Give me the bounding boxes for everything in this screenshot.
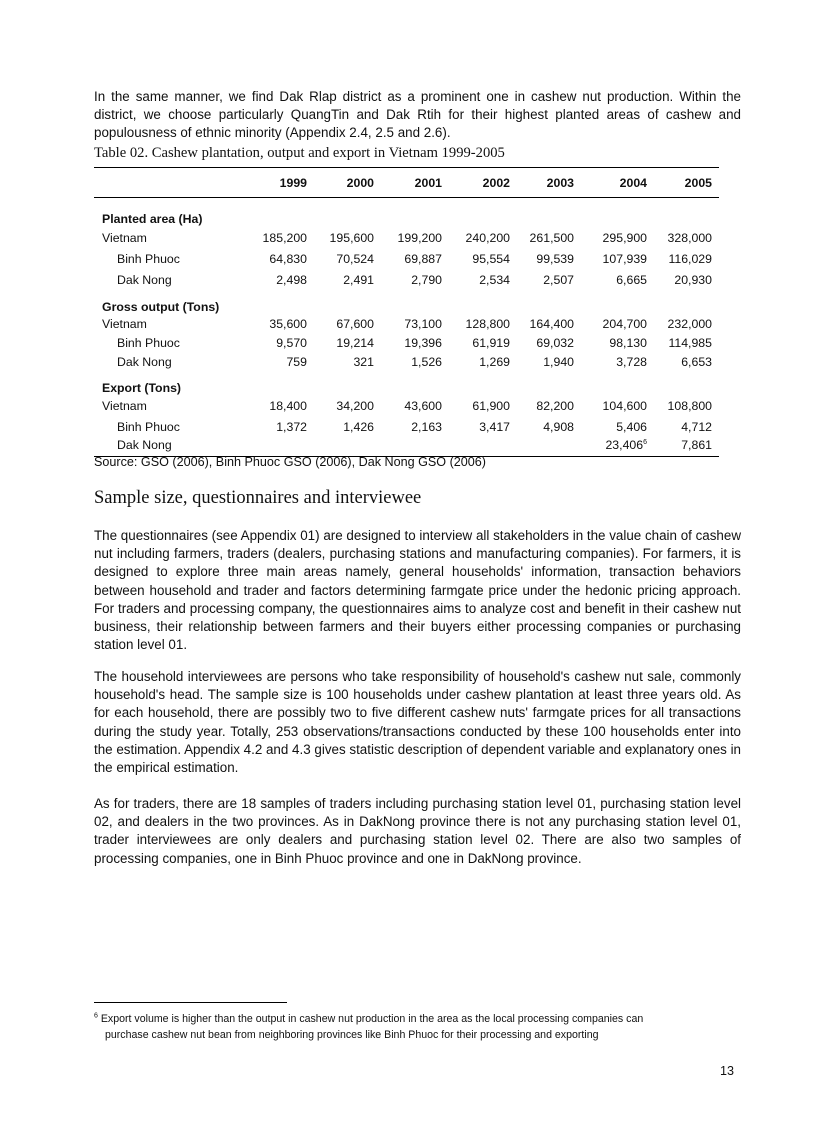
table-row [94, 227, 719, 249]
table-cell: 35,600 [269, 317, 307, 331]
row-label: Dak Nong [117, 273, 172, 287]
table-cell: 2,507 [543, 273, 574, 287]
table-cell: 73,100 [404, 317, 442, 331]
table-cell: 2,534 [479, 273, 510, 287]
table-cell: 4,908 [543, 420, 574, 434]
table-cell: 114,985 [668, 336, 712, 350]
table-cell: 43,600 [404, 399, 442, 413]
table-cell: 19,396 [404, 336, 442, 350]
row-label: Vietnam [102, 230, 147, 245]
table-cell: 61,919 [472, 336, 510, 350]
table-cell: 164,400 [529, 317, 574, 331]
table-cell: 116,029 [668, 252, 712, 266]
row-label: Binh Phuoc [117, 252, 180, 266]
table-cell: 240,200 [465, 230, 510, 245]
section-row [94, 372, 719, 396]
table-cell: 64,830 [269, 252, 307, 266]
year-header: 2002 [449, 168, 517, 198]
table-header-row [94, 168, 719, 198]
table-cell: 204,700 [602, 317, 647, 331]
year-header: 2005 [654, 168, 719, 198]
table-cell: 107,939 [602, 252, 647, 266]
table-cell: 95,554 [472, 252, 510, 266]
table-cell: 69,887 [404, 252, 442, 266]
footnote-mark: 6 [643, 438, 647, 446]
table-cell [517, 438, 581, 457]
table-cell: 70,524 [336, 252, 374, 266]
table-cell: 128,800 [465, 317, 510, 331]
table-cell: 7,861 [654, 438, 719, 457]
paragraph-household: The household interviewees are persons who take responsibility of household's cashew nut sale, commonly household's head. The sample size is 100 households under cashew plantation at least three years old. As for each household, there are possibly two to five different cashew nuts' farmgate prices for all transactions during the study year. Totally, 253 observations/transactions conducted by these 100 households enter into the estimation. Appendix 4.2 and 4.3 gives statistic description of dependent variable and explanatory ones in the empirical estimation. [94, 669, 741, 776]
table-cell: 195,600 [329, 230, 374, 245]
cell-value: 23,406 [605, 437, 644, 452]
table-cell: 20,930 [674, 273, 712, 287]
table-cell: 1,269 [479, 355, 510, 369]
table-cell: 67,600 [336, 317, 374, 331]
cashew-table [94, 167, 719, 457]
footnote-number: 6 [94, 1012, 98, 1020]
footnote [94, 1011, 744, 1043]
table-cell: 34,200 [336, 399, 374, 413]
row-label: Binh Phuoc [117, 420, 180, 434]
table-cell: 3,728 [616, 355, 647, 369]
table-cell: 108,800 [667, 399, 712, 413]
table-cell: 6,665 [616, 273, 647, 287]
section-title: Planted area (Ha) [102, 211, 203, 226]
table-cell: 328,000 [667, 230, 712, 245]
table-cell: 1,372 [276, 420, 307, 434]
table-cell: 82,200 [536, 399, 574, 413]
row-label: Vietnam [102, 317, 147, 331]
year-header: 2000 [314, 168, 381, 198]
table-cell: 2,163 [411, 420, 442, 434]
table-source: Source: GSO (2006), Binh Phuoc GSO (2006), Dak Nong GSO (2006) [94, 455, 486, 469]
section-title: Export (Tons) [102, 380, 182, 395]
table-cell: 99,539 [536, 252, 574, 266]
intro-paragraph: In the same manner, we find Dak Rlap district as a prominent one in cashew nut production. Within the district, we choose particularly QuangTin and Dak Rtih for their highest planted areas of cashew and populousness of ethnic minority (Appendix 2.4, 2.5 and 2.6). [94, 89, 741, 141]
table-cell: 1,426 [343, 420, 374, 434]
table-cell [449, 438, 517, 457]
table-cell: 295,900 [602, 230, 647, 245]
table-cell: 3,417 [479, 420, 510, 434]
table-row [94, 417, 719, 438]
table-cell: 2,790 [411, 273, 442, 287]
year-header: 2004 [581, 168, 654, 198]
table-cell: 9,570 [276, 336, 307, 350]
table-cell [249, 438, 314, 457]
table-cell [581, 438, 654, 457]
footnote-rule [94, 1002, 287, 1003]
section-row [94, 198, 719, 227]
page-number: 13 [720, 1064, 735, 1078]
table-cell: 104,600 [602, 399, 647, 413]
table-cell: 321 [353, 355, 374, 369]
row-label: Vietnam [102, 399, 147, 413]
table-row [94, 315, 719, 334]
paragraph-traders: As for traders, there are 18 samples of traders including purchasing station level 01, purchasing station level 02, and dealers in the two provinces. As in DakNong province there is not any purchasing station level 01, trader interviewees are only dealers and purchasing station level 02. There are also two samples of processing companies, one in Binh Phuoc province and one in DakNong province. [94, 796, 741, 866]
paragraph-questionnaires: The questionnaires (see Appendix 01) are designed to interview all stakeholders in the value chain of cashew nut including farmers, traders (dealers, purchasing stations and manufacturing companies). For farmers, it is designed to explore three main areas namely, general households' information, transaction behaviors between household and trader and factors determining farmgate price under the hedonic pricing approach. For traders and processing company, the questionnaires aims to analyze cost and benefit in their cashew nut business, their relationship between farmers and their buyers either processing companies or purchasing station level 01. [94, 528, 741, 653]
table-cell: 5,406 [616, 420, 647, 434]
table-cell: 18,400 [269, 399, 307, 413]
section-row [94, 291, 719, 315]
section-title: Gross output (Tons) [102, 299, 220, 314]
table-cell: 2,498 [276, 273, 307, 287]
section-heading: Sample size, questionnaires and interviewee [94, 488, 422, 508]
table-row [94, 353, 719, 372]
table-caption: Table 02. Cashew plantation, output and export in Vietnam 1999-2005 [94, 145, 505, 161]
table-row [94, 270, 719, 291]
table-cell: 4,712 [681, 420, 712, 434]
table-row [94, 396, 719, 417]
year-header: 2001 [381, 168, 449, 198]
footnote-line-1: Export volume is higher than the output in cashew nut production in the area as the local processing companies can [100, 1013, 644, 1025]
table-cell: 69,032 [536, 336, 574, 350]
year-header: 2003 [517, 168, 581, 198]
table-cell: 1,526 [411, 355, 442, 369]
table-cell: 6,653 [681, 355, 712, 369]
table-cell: 98,130 [609, 336, 647, 350]
table-cell [381, 438, 449, 457]
row-label: Dak Nong [94, 438, 249, 457]
table-cell: 232,000 [667, 317, 712, 331]
table-cell: 185,200 [262, 230, 307, 245]
table-cell: 261,500 [529, 230, 574, 245]
table-cell: 2,491 [343, 273, 374, 287]
table-row [94, 249, 719, 270]
table-row [94, 438, 719, 457]
year-header: 1999 [249, 168, 314, 198]
table-cell: 1,940 [543, 355, 574, 369]
table-cell: 19,214 [336, 336, 374, 350]
row-label: Binh Phuoc [117, 336, 180, 350]
table-cell: 61,900 [472, 399, 510, 413]
row-label: Dak Nong [117, 355, 172, 369]
table-row [94, 334, 719, 353]
footnote-line-2: purchase cashew nut bean from neighboring provinces like Binh Phuoc for their processing and exporting [105, 1029, 599, 1041]
table-cell: 759 [286, 355, 307, 369]
header-blank [94, 168, 249, 198]
table-cell: 199,200 [397, 230, 442, 245]
table-cell [314, 438, 381, 457]
